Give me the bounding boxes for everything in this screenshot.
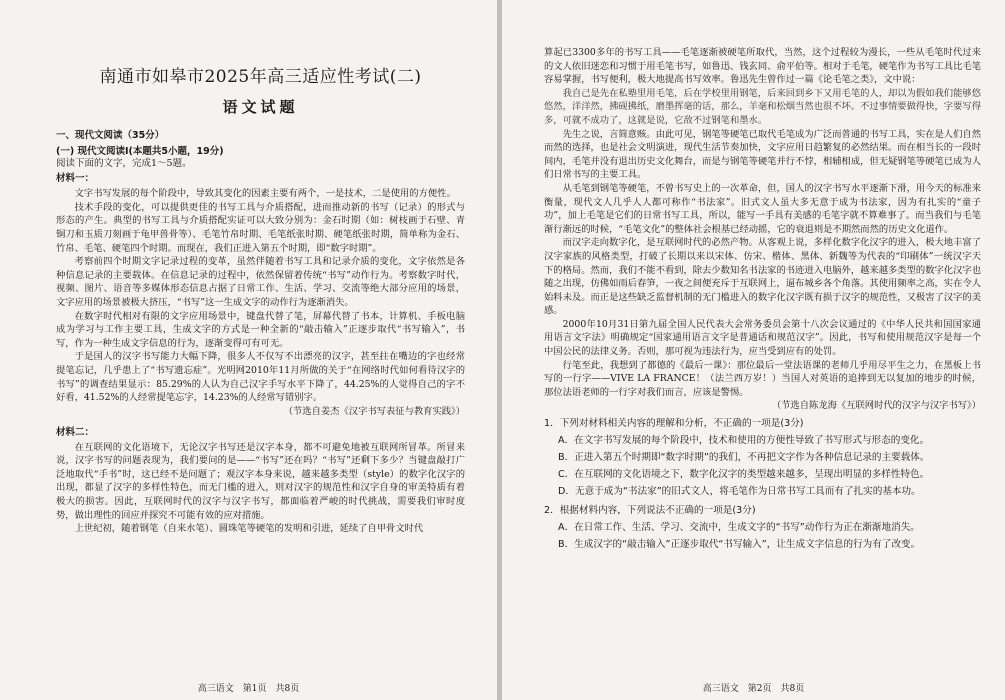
quotation: 我自己是先在私塾里用毛笔，后在学校里用钢笔，后来回到乡下又用毛笔的人，却以为假如我们能够悠悠然，洋洋然，拂砚拂纸，磨墨挥毫的话，那么，羊毫和松烟当然也很不坏。不过事情要做得快，字要写得多，可就不成功了，这就是说，它敌不过钢笔和墨水。: [544, 87, 981, 126]
paragraph: 而汉字走向数字化，是互联网时代的必然产物。从客观上说，多样化数字化汉字的进入，极大地丰富了汉字家族的风格类型，打破了长期以来以宋体、仿宋、楷体、黑体、新魏等为代表的“印刷体”一统汉字天下的格局。然而，我们不能不看到，除去少数知名书法家的书迹进入电脑外，越来越多类型的数字化汉字也随之出现，仿佛如雨后春笋，一夜之间便充斥于互联网上，逼布城乡各个角落。其使用频率之高，实在令人始料未及。而正是这些缺乏监督机制的无门槛进入的数字化汉字既有损于汉字的规范性，又极害了汉字的美感。: [544, 237, 981, 317]
question-2: 2．根据材料内容，下列说法不正确的一项是(3分): [544, 505, 756, 517]
subsection-heading: (一) 现代文阅读Ⅰ(本题共5小题，19分): [56, 146, 224, 157]
source-citation: （节选自姜杰《汉字书写表征与教育实践》）: [283, 405, 465, 417]
option-1a: A．在文字书写发展的每个阶段中，技术和使用的方便性导致了书写形式与形态的变化。: [558, 435, 930, 447]
paragraph: 在数字时代相对有限的文字应用场景中，键盘代替了笔，屏幕代替了书本，计算机、手板电脑成为学习与工作主要工具，生成文字的方式是一种全新的“敲击输入”正逐步取代“书写输入”，书写，作为一种生成文字信息的行为，逐渐变得可有可无。: [56, 310, 465, 349]
subject-title: 语文试题: [222, 98, 299, 116]
paragraph: 于是国人的汉字书写能力大幅下降，很多人不仅写不出漂亮的汉字，甚至拄在嘴边的字也经常提笔忘记，几乎患上了“书写遗忘症”。光明网2010年11月所做的关于“在网络时代如何看待汉字的书写”的调查结果显示：85.29%的人认为自己汉字手写水平下降了，44.25%的人觉得自己的字不好看，41.52%的人经常提笔忘字，14.23%的人经常写错别字。: [56, 351, 465, 404]
option-1d: D．无意于成为“书法家”的旧式文人，将毛笔作为日常书写工具而有了扎实的基本功。: [558, 486, 921, 498]
paragraph: 2000年10月31日第九届全国人民代表大会常务委员会第十八次会议通过的《中华人民共和国国家通用语言文字法》明确规定“国家通用语言文字是普通话和规范汉字”。因此，书写和使用规范汉字是每一个中国公民的法律义务。否则，那可视为违法行为，应当受到应有的处罚。: [544, 318, 981, 358]
paragraph: 技术手段的变化，可以提供更佳的书写工具与介质搭配，进而推动新的书写（记录）的形式与形态的产生。典型的书写工具与介质搭配实证可以大致分别为：金石时期（如：树枝画于石壁、青铜刀和玉质刀刻画于龟甲兽骨等）、毛笔竹帛时期、毛笔纸张时期、硬笔纸张时期，简单称为金石、竹帛、毛笔、硬笔四个时期。而现在，我们正进入第五个时期，即“数字时期”。: [56, 201, 465, 254]
paragraph: 先生之说，言简意赅。由此可见，钢笔等硬笔已取代毛笔成为广泛而普通的书写工具，实在是人们自然而然的选择，也是社会文明演进，现代生活节奏加快，文字应用日趋繁复的必然结果。而在相当长的一段时间内，毛笔并没有退出历史文化舞台，而是与钢笔等硬笔并行不悖，相辅相成，但无疑钢笔等硬笔已成为人们日常书写的主要工具。: [544, 128, 981, 181]
exam-title: 南通市如皋市2025年高三适应性考试(二): [99, 67, 422, 87]
paragraph: 文字书写发展的每个阶段中，导致其变化的因素主要有两个，一是技术，二是使用的方便性。: [74, 188, 456, 200]
exam-page-2: [502, 0, 1005, 700]
paragraph: 上世纪初，随着钢笔（自来水笔）、圆珠笔等硬笔的发明和引进，延续了自甲骨文时代: [74, 523, 424, 535]
page-footer: 高三语文 第1页 共8页: [197, 684, 300, 694]
paragraph: 考察前四个时期文字记录过程的变革，虽然伴随着书写工具和记录介质的变化，文字依然是各种信息记录的主要载体。在信息记录的过程中，依然保留着传统“书写”动作行为。考察数字时代，视频、图片、语音等多媒体形态信息占据了日常工作、生活、学习、交流等绝大部分应用的场景，文字应用的场景被极大挤压，“书写”这一生成文字的动作行为逐渐消失。: [56, 256, 465, 308]
paragraph: 行笔至此，我想到了都德的《最后一课》：那位最后一堂法语课的老师几乎用尽平生之力，在黑板上书写的一行字——VIVE LA FRANCE！（法兰西万岁！）当国人对英语的追捧到无以复加的地步的时候，那位法语老师的一行字对我们而言，应该是警惕。: [544, 359, 981, 398]
section-heading: 一、现代文阅读（35分）: [56, 130, 165, 141]
option-2b: B．生成汉字的“敲击输入”正逐步取代“书写输入”，让生成文字信息的行为有了改变。: [558, 539, 921, 551]
option-1c: C．在互联网的文化语境之下，数字化汉字的类型越来越多，呈现出明显的多样性特色。: [558, 469, 930, 481]
paragraph: 在互联网的文化语境下，无论汉字书写还是汉字本身，都不可避免地被互联网所冒革。所冒来说，汉字书写的问题表现为，我们要问的是——“书写”还在吗？“书写”还剩下多少？当键盘敲打广泛地取代“手书”时，这已经不是问题了；观汉字本身来说，越来越多类型（style）的数字化汉字的出现，都显了汉字的多样性特色，而无门槛的进入，则对汉字的规范性和汉字自身的审美特质有着极大的损害。因此，互联网时代的汉字与汉字书写，都面临着严峻的时代挑战，需要我们审时度势，做出理性的回应并探究不可能有效的应对措施。: [56, 441, 465, 521]
paragraph: 算起已3300多年的书写工具——毛笔逐渐被硬笔所取代，当然，这个过程较为漫长，一些从毛笔时代过来的文人依旧迷恋和习惯于用毛笔书写，如鲁迅、钱玄同、俞平伯等。相对于毛笔，硬笔作为书写工具比毛笔容易掌握，书写便利，极大地提高书写效率。鲁迅先生曾作过一篇《论毛笔之类》，文中说：: [544, 47, 981, 86]
material-2-label: 材料二：: [56, 426, 95, 438]
paragraph: 从毛笔到钢笔等硬笔，不曾书写史上的一次革命，但，国人的汉字书写水平逐渐下滑，用今天的标准来衡量，现代文人几乎人人都可称作“书法家”。旧式文人虽大多无意于成为书法家，因为有扎实的“童子功”，加上毛笔是它们的日常书写工具，所以，能写一手具有美感的毛笔字就不算难事了。而当我们与毛笔渐行渐远的时候，“毛笔文化”的整体社会根基已经动摇，它的衰退则是不期然而然的历史文化道作。: [544, 182, 981, 235]
option-2a: A．在日常工作、生活、学习、交流中，生成文字的“书写”动作行为正在渐渐地消失。: [558, 522, 920, 534]
reading-instruction: 阅读下面的文字，完成1～5题。: [56, 158, 192, 169]
option-1b: B．正进入第五个时期即“数字时期”的我们，不再把文字作为各种信息记录的主要载体。: [558, 452, 930, 464]
exam-page-1: [0, 0, 497, 700]
question-1: 1．下列对材料相关内容的理解和分析，不正确的一项是(3分): [544, 418, 804, 430]
page-footer: 高三语文 第2页 共8页: [702, 684, 805, 694]
source-citation: （节选自陈龙海《互联网时代的汉字与汉字书写》）: [771, 400, 981, 412]
material-1-label: 材料一：: [56, 173, 95, 185]
